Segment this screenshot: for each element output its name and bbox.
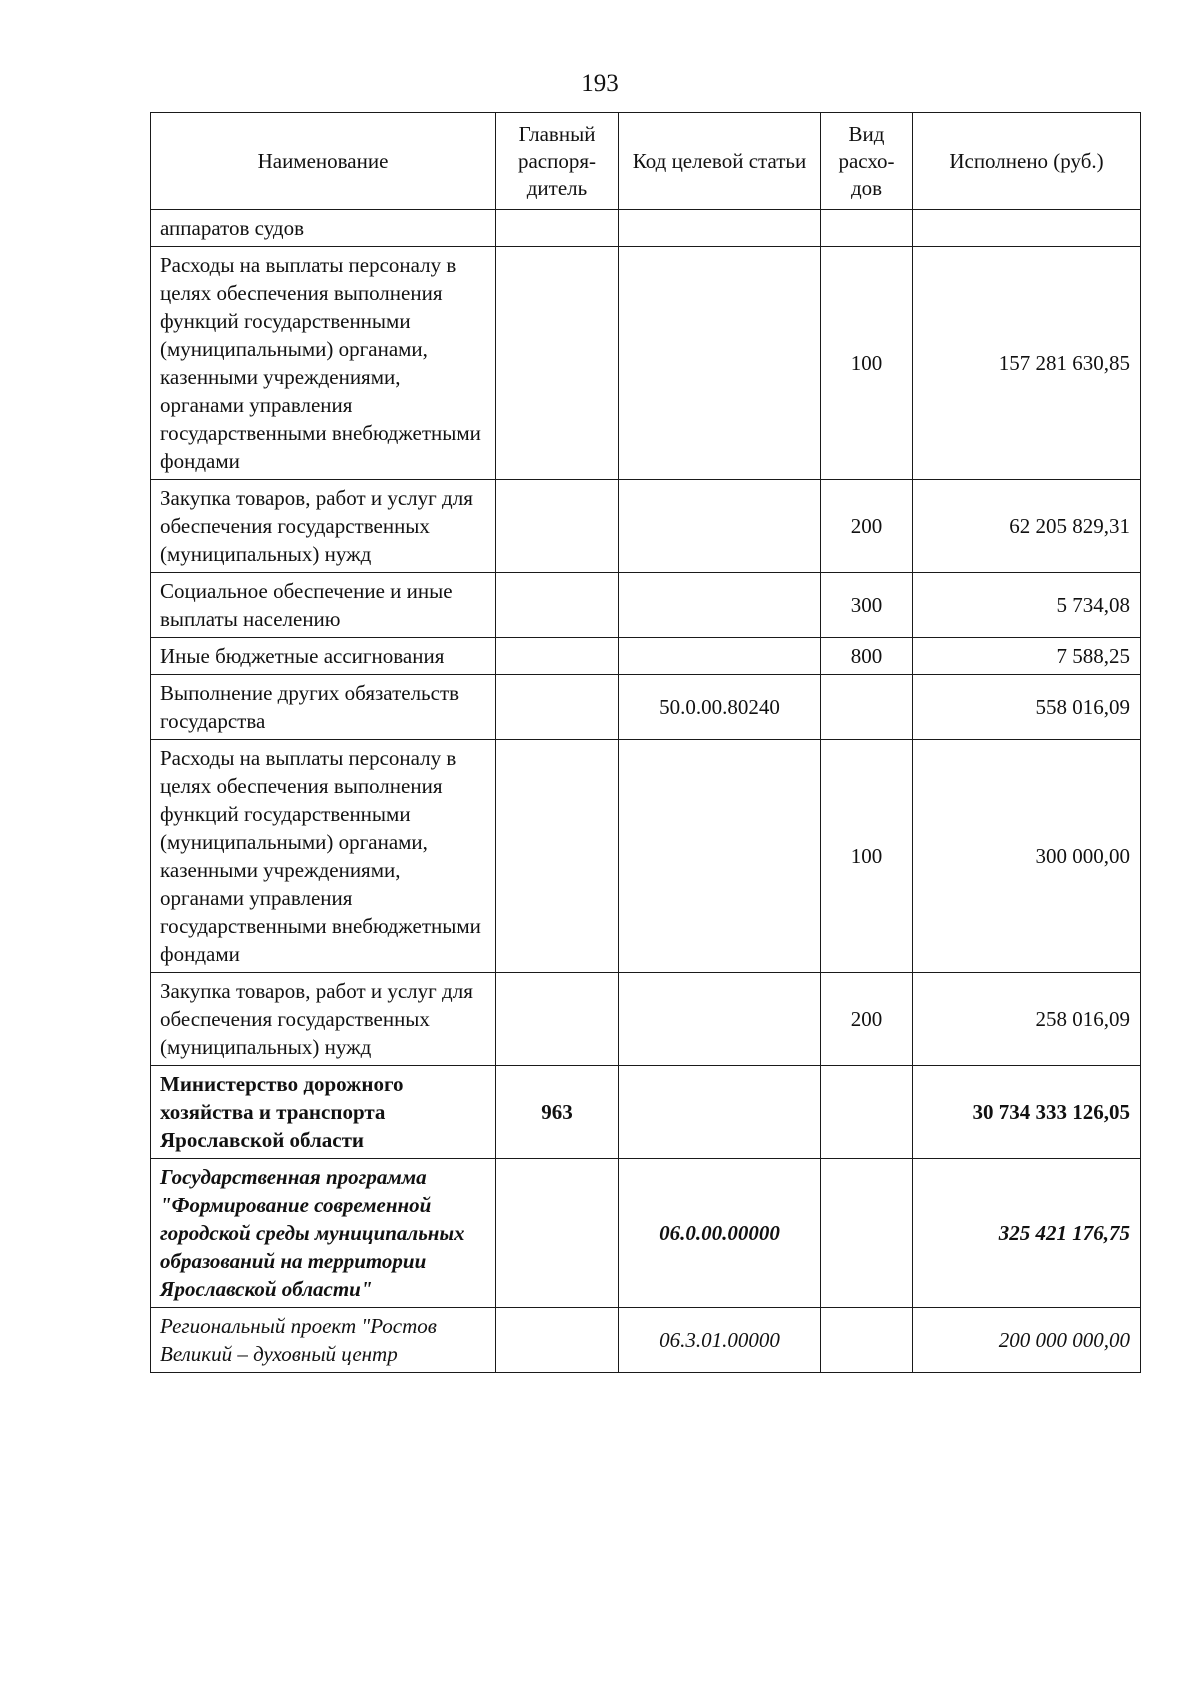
row-manager: [496, 1308, 619, 1373]
row-manager: [496, 1159, 619, 1308]
row-manager: [496, 247, 619, 480]
table-row: [151, 638, 1141, 675]
page-number: 193: [581, 70, 619, 97]
row-type: [821, 1308, 913, 1373]
row-name: Закупка товаров, работ и услуг для обеспечения государственных (муниципальных) нужд: [151, 480, 496, 573]
row-name: Расходы на выплаты персоналу в целях обеспечения выполнения функций государственными (муниципальными) органами, казенными учреждениями, органами управления государственными внебюджетными фондами: [151, 740, 496, 973]
table-row: [151, 973, 1141, 1066]
row-executed: 62 205 829,31: [913, 480, 1141, 573]
table-row: [151, 1159, 1141, 1308]
row-name: Министерство дорожного хозяйства и транспорта Ярославской области: [151, 1066, 496, 1159]
table-row: [151, 573, 1141, 638]
row-name: Иные бюджетные ассигнования: [151, 638, 496, 675]
row-code: [619, 973, 821, 1066]
row-executed: 5 734,08: [913, 573, 1141, 638]
row-manager: [496, 675, 619, 740]
row-manager: [496, 740, 619, 973]
budget-table: [150, 112, 1141, 1373]
row-code: [619, 1066, 821, 1159]
row-code: 06.3.01.00000: [619, 1308, 821, 1373]
row-code: [619, 638, 821, 675]
table-row: [151, 480, 1141, 573]
row-code: [619, 247, 821, 480]
row-type: [821, 675, 913, 740]
row-manager: [496, 638, 619, 675]
row-name: Выполнение других обязательств государства: [151, 675, 496, 740]
row-executed: [913, 210, 1141, 247]
table-row: [151, 247, 1141, 480]
row-type: [821, 1159, 913, 1308]
row-manager: [496, 480, 619, 573]
row-code: 06.0.00.00000: [619, 1159, 821, 1308]
header-name: Наименование: [151, 113, 496, 210]
table-row: [151, 1308, 1141, 1373]
row-executed: 30 734 333 126,05: [913, 1066, 1141, 1159]
row-executed: 325 421 176,75: [913, 1159, 1141, 1308]
row-manager: 963: [496, 1066, 619, 1159]
row-name: Социальное обеспечение и иные выплаты населению: [151, 573, 496, 638]
row-type: 300: [821, 573, 913, 638]
row-name: Региональный проект "Ростов Великий – духовный центр: [151, 1308, 496, 1373]
row-executed: 258 016,09: [913, 973, 1141, 1066]
header-manager: Главный распоря-дитель: [496, 113, 619, 210]
row-executed: 300 000,00: [913, 740, 1141, 973]
header-executed: Исполнено (руб.): [913, 113, 1141, 210]
row-manager: [496, 973, 619, 1066]
row-type: 100: [821, 247, 913, 480]
row-code: [619, 740, 821, 973]
table-row: [151, 740, 1141, 973]
row-name: Государственная программа "Формирование современной городской среды муниципальных образований на территории Ярославской области": [151, 1159, 496, 1308]
row-type: 100: [821, 740, 913, 973]
row-name: аппаратов судов: [151, 210, 496, 247]
header-type: Вид расхо-дов: [821, 113, 913, 210]
row-type: [821, 1066, 913, 1159]
row-type: 200: [821, 973, 913, 1066]
row-executed: 558 016,09: [913, 675, 1141, 740]
row-code: [619, 210, 821, 247]
header-code: Код целевой статьи: [619, 113, 821, 210]
table-row: [151, 675, 1141, 740]
row-code: [619, 480, 821, 573]
row-manager: [496, 573, 619, 638]
row-type: 200: [821, 480, 913, 573]
row-type: 800: [821, 638, 913, 675]
table-row: [151, 210, 1141, 247]
table-header-row: [151, 113, 1141, 210]
row-type: [821, 210, 913, 247]
row-name: Расходы на выплаты персоналу в целях обеспечения выполнения функций государственными (муниципальными) органами, казенными учреждениями, органами управления государственными внебюджетными фондами: [151, 247, 496, 480]
row-code: [619, 573, 821, 638]
row-name: Закупка товаров, работ и услуг для обеспечения государственных (муниципальных) нужд: [151, 973, 496, 1066]
row-executed: 7 588,25: [913, 638, 1141, 675]
row-code: 50.0.00.80240: [619, 675, 821, 740]
row-manager: [496, 210, 619, 247]
row-executed: 200 000 000,00: [913, 1308, 1141, 1373]
row-executed: 157 281 630,85: [913, 247, 1141, 480]
table-row: [151, 1066, 1141, 1159]
